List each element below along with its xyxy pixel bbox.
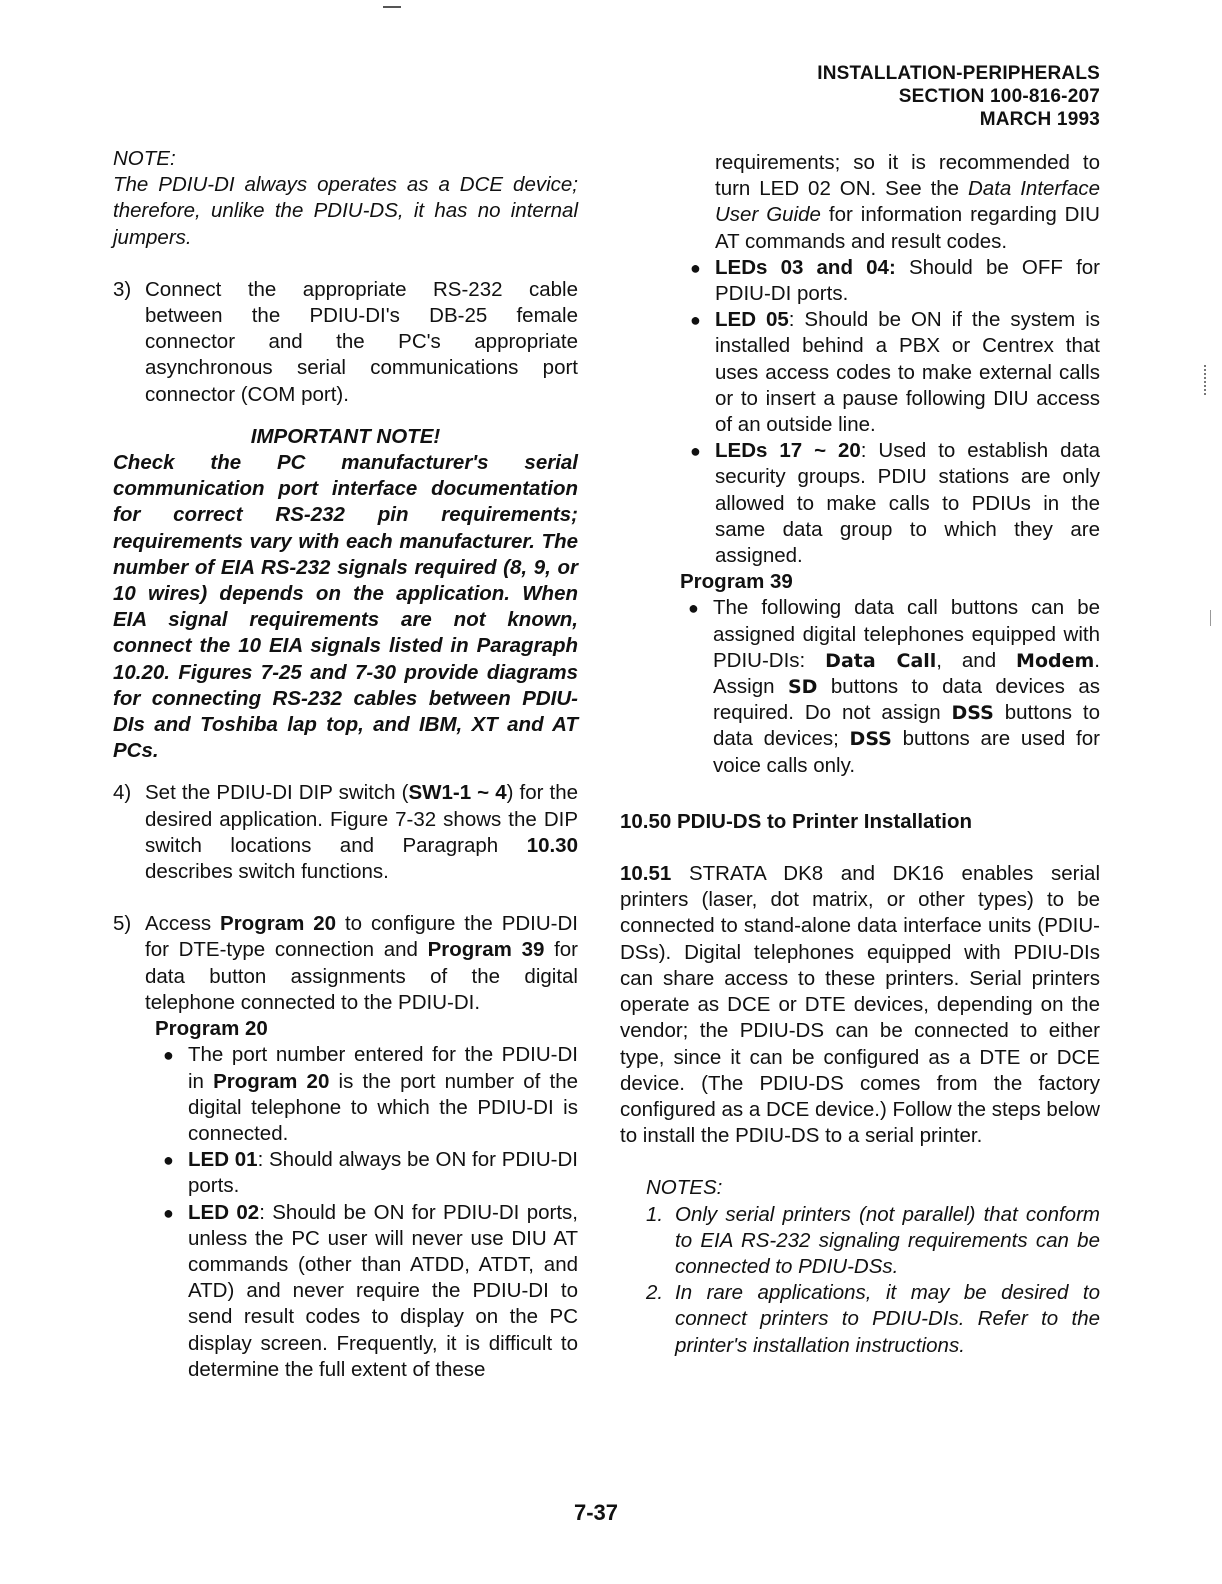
bullet-text: : Should always be ON for PDIU-DI ports.: [188, 1148, 578, 1198]
bullet-text: buttons are used for voice calls only.: [713, 727, 1100, 777]
bullet-text: : Should be ON if the system is installed behind a PBX or Centrex that uses access codes to make external calls or to insert a pause following DIU access of an outside line.: [715, 308, 1100, 437]
led-list: [620, 255, 1100, 569]
bullet-icon: ●: [690, 441, 701, 462]
paragraph-number: 10.51: [620, 862, 672, 886]
bullet-icon: ●: [688, 598, 699, 619]
note-number: 2.: [646, 1281, 664, 1305]
step-4: [113, 780, 578, 885]
led-label: LED 05: [715, 308, 789, 332]
step-text: for data button assignments of the digital telephone connected to the PDIU-DI.: [145, 938, 578, 1014]
bullet-text: is the port number of the digital telephone to which the PDIU-DI is connected.: [188, 1069, 578, 1145]
button-name: Data Call: [825, 649, 937, 672]
notes-block: [620, 1175, 1100, 1358]
led-label: LEDs 17 ~ 20: [715, 439, 861, 463]
program-20-heading: Program 20: [155, 1017, 268, 1041]
step-text: to configure the PDIU-DI for DTE-type connection and: [145, 912, 579, 962]
note-text: In rare applications, it may be desired to connect printers to PDIU-DIs. Refer to the printer's installation instructions.: [675, 1281, 1100, 1357]
step-text: describes switch functions.: [145, 860, 389, 884]
right-column: [620, 150, 1100, 1359]
note-body: The PDIU-DI always operates as a DCE device; therefore, unlike the PDIU-DS, it has no internal jumpers.: [113, 173, 578, 249]
bullet-item: [682, 438, 1100, 569]
step-number: 4): [113, 781, 132, 805]
note-text: Only serial printers (not parallel) that conform to EIA RS-232 signaling requirements can be connected to PDIU-DSs.: [675, 1202, 1100, 1278]
step-text: ) for the desired application. Figure 7-32 shows the DIP switch locations and Paragraph: [145, 781, 578, 857]
scan-mark: [1210, 610, 1211, 626]
note-item: [646, 1202, 1100, 1281]
paragraph-text: STRATA DK8 and DK16 enables serial printers (laser, dot matrix, or other types) to be connected to stand-alone data interface units (PDIU-DSs). Digital telephones equipped with PDIU-DIs can share access to these printers. Serial printers operate as DCE or DTE devices, depending on the vendor; the PDIU-DS can be connected to either type, since it can be configured as a DTE or DCE device. (The PDIU-DS comes from the factory configured as a DCE device.) Follow the steps below to install the PDIU-DS to a serial printer.: [620, 862, 1100, 1148]
continued-text: [715, 150, 1100, 255]
bullet-item: [155, 1200, 578, 1383]
step-text: Access: [145, 912, 221, 936]
step-5: [113, 911, 578, 1016]
program-20-block: [113, 1016, 578, 1383]
bullet-item: [155, 1147, 578, 1199]
bullet-text: The port number entered for the PDIU-DI in: [188, 1043, 578, 1093]
paragraph-10-51: [620, 861, 1100, 1149]
bullet-text: : Used to establish data security groups. PDIU stations are only allowed to make calls to PDIUs in the same data group to which they are assigned.: [715, 439, 1100, 568]
scan-mark: [383, 6, 401, 8]
note-number: 1.: [646, 1202, 664, 1226]
bullet-text: . Assign: [713, 648, 1100, 699]
bullet-icon: ●: [163, 1202, 174, 1223]
important-note-body: Check the PC manufacturer's serial communication port interface documentation for correct RS-232 pin requirements; requirements vary with each manufacturer. The number of EIA RS-232 signals required (8, 9, or 10 wires) depends on the application. When EIA signal requirements are not known, connect the 10 EIA signals listed in Paragraph 10.20. Figures 7-25 and 7-30 provide diagrams for connecting RS-232 cables between PDIU-DIs and Toshiba lap top, and IBM, XT and AT PCs.: [113, 451, 578, 763]
button-name: Modem: [1016, 649, 1095, 672]
step-3: [113, 277, 578, 408]
dip-switch-ref: SW1-1 ~ 4: [408, 781, 507, 805]
bullet-text: The following data call buttons can be assigned digital telephones equipped with PDIU-DIs:: [713, 596, 1100, 672]
note-item: [646, 1280, 1100, 1359]
header-line: SECTION 100-816-207: [898, 86, 1100, 107]
button-name: SD: [787, 676, 818, 699]
important-note-title: IMPORTANT NOTE!: [250, 424, 441, 448]
bullet-text: , and: [936, 648, 1017, 672]
button-name: DSS: [951, 702, 994, 725]
section-heading: 10.50 PDIU-DS to Printer Installation: [620, 809, 972, 833]
notes-title: NOTES:: [646, 1176, 723, 1200]
header-line: INSTALLATION-PERIPHERALS: [817, 63, 1100, 84]
step-number: 5): [113, 912, 132, 936]
bullet-item: [682, 307, 1100, 438]
header-line: MARCH 1993: [979, 109, 1100, 130]
bullet-text: buttons to data devices;: [713, 701, 1100, 751]
bullet-item: [155, 1042, 578, 1147]
program-ref: Program 39: [427, 938, 545, 962]
bullet-text: : Should be ON for PDIU-DI ports, unless the PC user will never use DIU AT commands (other than ATDD, ATDT, and ATD) and never require the PDIU-DI to send result codes to display on the PC display screen. Frequently, it is difficult to determine the full extent of these: [188, 1200, 578, 1381]
bullet-item: [682, 255, 1100, 307]
bullet-text: Should be OFF for PDIU-DI ports.: [715, 255, 1100, 306]
bullet-icon: ●: [690, 257, 701, 278]
continued-text-part: for information regarding DIU AT commands and result codes.: [715, 203, 1100, 253]
bullet-text: buttons to data devices as required. Do not assign: [713, 675, 1100, 725]
program-39-block: [620, 569, 1100, 779]
button-name: DSS: [849, 728, 892, 751]
led-label: LED 01: [188, 1148, 258, 1172]
led-label: LEDs 03 and 04:: [715, 255, 896, 279]
bullet-icon: ●: [163, 1150, 174, 1171]
bullet-icon: ●: [690, 310, 701, 331]
left-column: [113, 146, 578, 1383]
bullet-item: [680, 595, 1100, 778]
continued-text-part: requirements; so it is recommended to turn LED 02 ON. See the: [715, 151, 1100, 201]
led-label: LED 02: [188, 1200, 260, 1224]
led-continuation: [620, 150, 1100, 255]
program-ref: Program 20: [220, 912, 337, 936]
scan-mark: [1204, 365, 1209, 395]
bullet-icon: ●: [163, 1045, 174, 1066]
paragraph-ref: 10.30: [526, 833, 578, 857]
guide-title: Data Interface User Guide: [715, 177, 1100, 227]
page-number: 7-37: [574, 1500, 619, 1525]
program-39-heading: Program 39: [680, 570, 793, 594]
step-text: Set the PDIU-DI DIP switch (: [145, 781, 409, 805]
page-header: [817, 62, 1100, 131]
program-ref: Program 20: [213, 1069, 330, 1093]
note-title: NOTE:: [113, 147, 176, 170]
step-text: Connect the appropriate RS-232 cable between the PDIU-DI's DB-25 female connector and the PC's appropriate asynchronous serial communications port connector (COM port).: [145, 277, 578, 406]
step-number: 3): [113, 277, 132, 301]
